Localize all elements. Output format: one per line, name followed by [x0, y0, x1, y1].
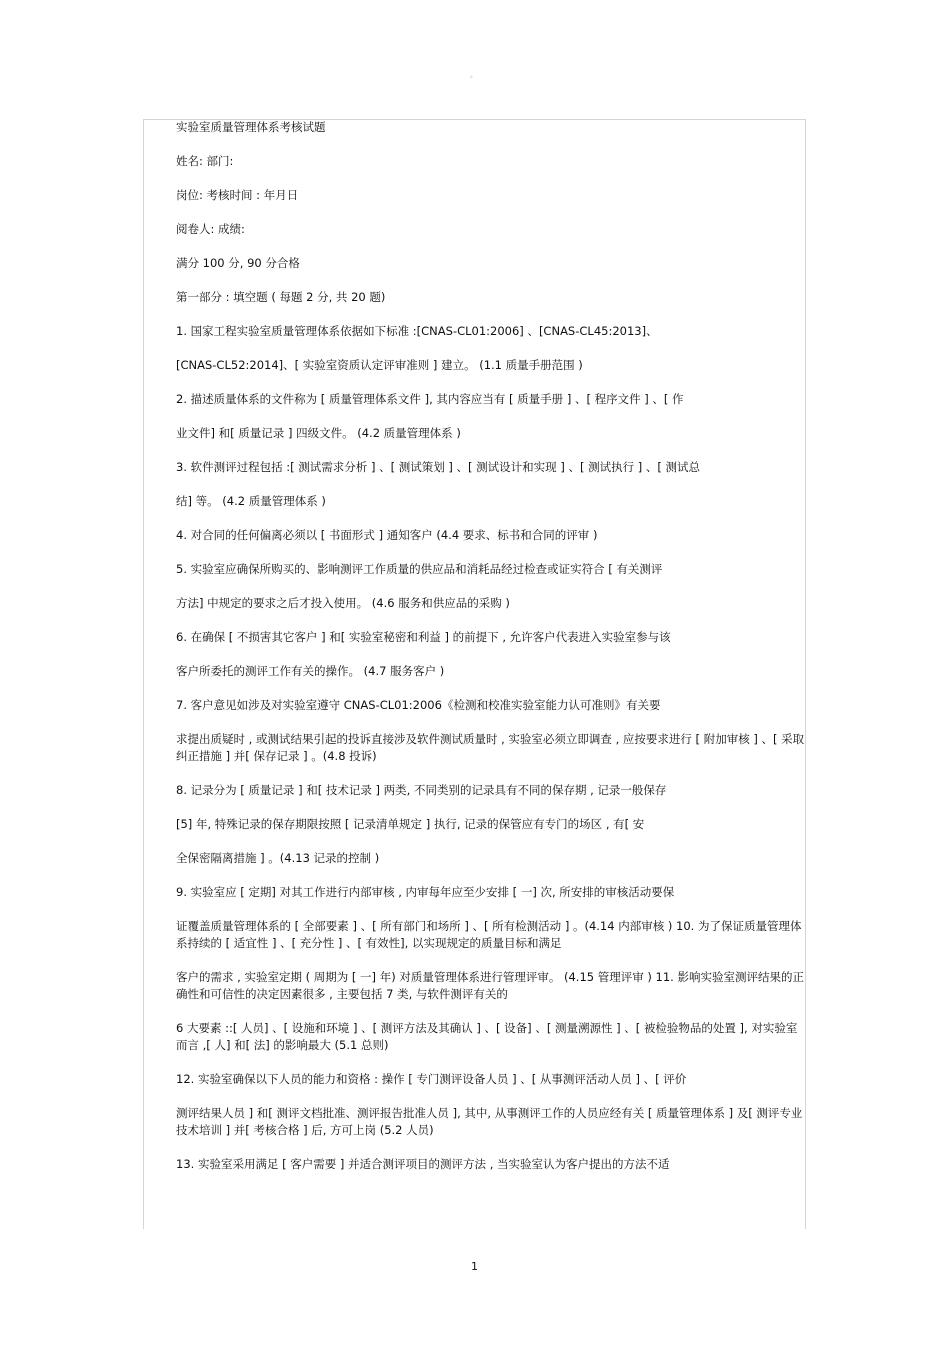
paragraph: 姓名: 部门: [176, 154, 234, 168]
paragraph: 13. 实验室采用满足 [ 客户需要 ] 并适合测评项目的测评方法 , 当实验室认为客户提出的方法不适 [176, 1157, 670, 1171]
paragraph: 9. 实验室应 [ 定期] 对其工作进行内部审核 , 内审每年应至少安排 [ 一] 次, 所安排的审核活动要保 [176, 885, 675, 899]
paragraph: 3. 软件测评过程包括 :[ 测试需求分析 ] 、[ 测试策划 ] 、[ 测试设计和实现 ] 、[ 测试执行 ] 、[ 测试总 [176, 460, 701, 474]
document-body [143, 119, 808, 1173]
paragraph: [5] 年, 特殊记录的保存期限按照 [ 记录清单规定 ] 执行, 记录的保管应有专门的场区 , 有[ 安 [176, 817, 645, 831]
paragraph: 业文件] 和[ 质量记录 ] 四级文件。 (4.2 质量管理体系 ) [176, 426, 461, 440]
paragraph: 实验室质量管理体系考核试题 [176, 120, 326, 134]
page-number: 1 [471, 1260, 478, 1273]
paragraph: 1. 国家工程实验室质量管理体系依据如下标准 :[CNAS-CL01:2006] 、[CNAS-CL45:2013]、 [176, 324, 658, 338]
paragraph: 7. 客户意见如涉及对实验室遵守 CNAS-CL01:2006《检测和校准实验室能力认可准则》有关要 [176, 698, 661, 712]
paragraph: 证覆盖质量管理体系的 [ 全部要素 ] 、[ 所有部门和场所 ] 、[ 所有检测活动 ] 。(4.14 内部审核 ) 10. 为了保证质量管理体系持续的 [ 适宜性 ] 、[ 充分性 ] 、[ 有效性], 以实现规定的质量目标和满足 [176, 919, 802, 950]
paragraph: 12. 实验室确保以下人员的能力和资格 : 操作 [ 专门测评设备人员 ] 、[ 从事测评活动人员 ] 、[ 评价 [176, 1072, 687, 1086]
paragraph: 第一部分 : 填空题 ( 每题 2 分, 共 20 题) [176, 290, 386, 304]
paragraph: 测评结果人员 ] 和[ 测评文档批准、测评报告批准人员 ], 其中, 从事测评工作的人员应经有关 [ 质量管理体系 ] 及[ 测评专业技术培训 ] 并[ 考核合格 ] 后, 方可上岗 (5.2 人员) [176, 1106, 803, 1137]
paragraph: 求提出质疑时 , 或测试结果引起的投诉直接涉及软件测试质量时 , 实验室必须立即调查 , 应按要求进行 [ 附加审核 ] 、[ 采取纠正措施 ] 并[ 保存记录 ] 。(4.8 投诉) [176, 732, 805, 763]
paragraph: 4. 对合同的任何偏离必须以 [ 书面形式 ] 通知客户 (4.4 要求、标书和合同的评审 ) [176, 528, 598, 542]
paragraph: 客户的需求 , 实验室定期 ( 周期为 [ 一] 年) 对质量管理体系进行管理评审。 (4.15 管理评审 ) 11. 影响实验室测评结果的正确性和可信性的决定因素很多 , 主要包括 7 类, 与软件测评有关的 [176, 970, 804, 1001]
paragraph: [CNAS-CL52:2014]、[ 实验室资质认定评审准则 ] 建立。 (1.1 质量手册范围 ) [176, 358, 583, 372]
paragraph: 方法] 中规定的要求之后才投入使用。 (4.6 服务和供应品的采购 ) [176, 596, 510, 610]
header-mark: 。 [470, 71, 477, 79]
paragraph: 6. 在确保 [ 不损害其它客户 ] 和[ 实验室秘密和利益 ] 的前提下 , 允许客户代表进入实验室参与该 [176, 630, 671, 644]
paragraph: 满分 100 分, 90 分合格 [176, 256, 300, 270]
paragraph: 客户所委托的测评工作有关的操作。 (4.7 服务客户 ) [176, 664, 445, 678]
paragraph: 结] 等。 (4.2 质量管理体系 ) [176, 494, 326, 508]
paragraph: 阅卷人: 成绩: [176, 222, 245, 236]
paragraph: 岗位: 考核时间 : 年月日 [176, 188, 299, 202]
paragraph: 8. 记录分为 [ 质量记录 ] 和[ 技术记录 ] 两类, 不同类别的记录具有不同的保存期 , 记录一般保存 [176, 783, 667, 797]
paragraph: 6 大要素 ::[ 人员] 、[ 设施和环境 ] 、[ 测评方法及其确认 ] 、[ 设备] 、[ 测量溯源性 ] 、[ 被检验物品的处置 ], 对实验室而言 ,[ 人] 和[ 法] 的影响最大 (5.1 总则) [176, 1021, 798, 1052]
paragraph: 全保密隔离措施 ] 。(4.13 记录的控制 ) [176, 851, 380, 865]
paragraph: 2. 描述质量体系的文件称为 [ 质量管理体系文件 ], 其内容应当有 [ 质量手册 ] 、[ 程序文件 ] 、[ 作 [176, 392, 684, 406]
paragraph: 5. 实验室应确保所购买的、影响测评工作质量的供应品和消耗品经过检查或证实符合 [ 有关测评 [176, 562, 663, 576]
